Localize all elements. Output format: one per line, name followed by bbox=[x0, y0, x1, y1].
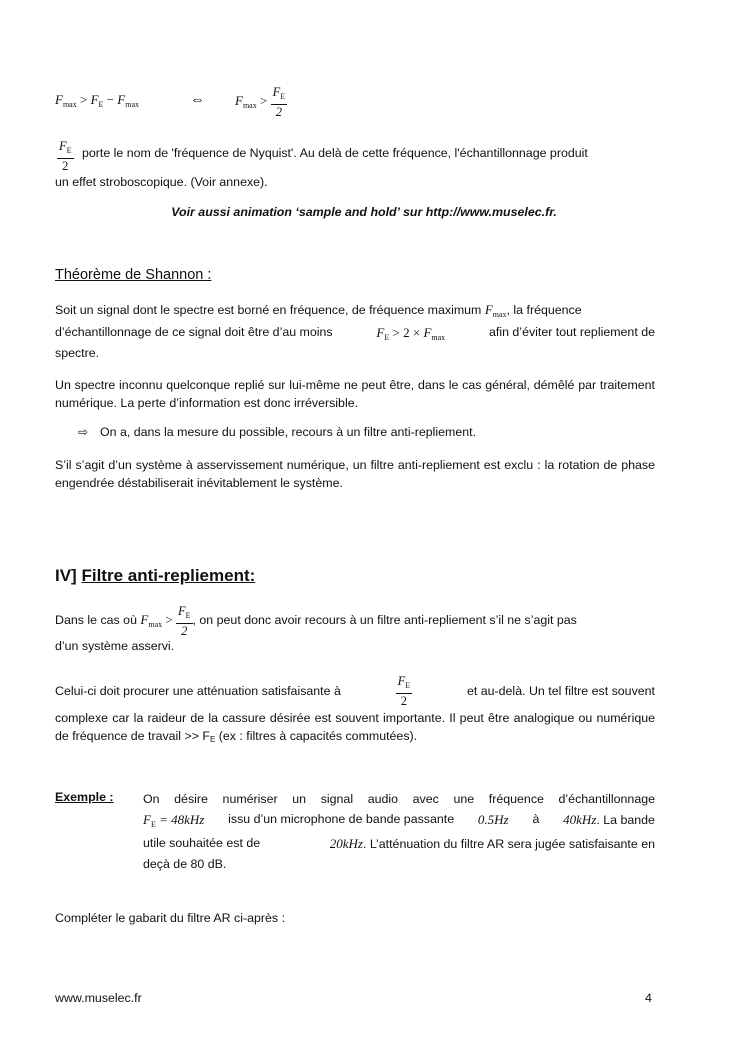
equation-fmax-condition: $F_{max} > F_E - F_{max}$ bbox=[55, 92, 139, 109]
example-label: Exemple : bbox=[55, 790, 114, 804]
see-also-link-text: Voir aussi animation ‘sample and hold’ sur http://www.muselec.fr. bbox=[171, 205, 557, 219]
complete-instruction: Compléter le gabarit du filtre AR ci-après : bbox=[55, 911, 286, 925]
nyquist-text-2: un effet stroboscopique. (Voir annexe). bbox=[55, 175, 268, 189]
example-body: On désire numériser un signal audio avec une fréquence d’échantillonnage $F_E = 48kHz$ issu d’un microphone de bande passante 0.5Hz à 40kHz. La bande utile souhaitée est de 20kHz. L’atténuation du filtre AR sera jugée satisfaisante en deçà de 80 dB. bbox=[143, 792, 655, 871]
shannon-bullet: ⇨ On a, dans la mesure du possible, recours à un filtre anti-repliement. bbox=[78, 425, 477, 439]
section-4-heading: IV] Filtre anti-repliement: bbox=[55, 566, 256, 585]
equation-fmax-half: $F_{max}$ > $\frac{F_E}{2}$ bbox=[235, 85, 286, 119]
section-4-p2-rest: complexe car la raideur de la cassure désirée est souvent importante. Il peut être analogique ou numérique de fréquence de travail >> FE (ex : filtres à capacités commutées). bbox=[55, 711, 655, 744]
footer-page-number: 4 bbox=[645, 991, 652, 1005]
section-4-p1-line1: Dans le cas où $F_{max}$ > $\frac{F_E}{2}$ , on peut donc avoir recours à un filtre anti-repliement s’il ne s’agit pas bbox=[55, 604, 577, 638]
nyquist-text: porte le nom de 'fréquence de Nyquist'. Au delà de cette fréquence, l'échantillonnage produit bbox=[82, 146, 588, 160]
shannon-p1-line2: d’échantillonnage de ce signal doit être d’au moins $F_E > 2 \times F_{max}$ afin d’éviter tout repliement de bbox=[55, 325, 655, 342]
section-4-p1-line2: d’un système asservi. bbox=[55, 639, 175, 653]
footer-site: www.muselec.fr bbox=[55, 991, 142, 1005]
shannon-p1-line1: Soit un signal dont le spectre est borné en fréquence, de fréquence maximum $F_{max}$, la fréquence bbox=[55, 302, 582, 319]
shannon-heading: Théorème de Shannon : bbox=[55, 267, 212, 283]
shannon-p1-line3: spectre. bbox=[55, 346, 100, 360]
arrow-right-icon: ⇨ bbox=[78, 425, 89, 439]
section-4-p2-line1: Celui-ci doit procurer une atténuation satisfaisante à $\frac{F_E}{2}$ et au-delà. Un tel filtre est souvent bbox=[55, 674, 655, 708]
nyquist-fraction: $\frac{F_E}{2}$ bbox=[59, 139, 72, 173]
equivalence-symbol: ⇔ bbox=[190, 91, 205, 108]
shannon-p3: S’il s’agit d’un système à asservissement numérique, un filtre anti-repliement est exclu : la rotation de phase engendrée déstabiliserait inévitablement le système. bbox=[55, 458, 655, 490]
shannon-p2: Un spectre inconnu quelconque replié sur lui-même ne peut être, dans le cas général, démêlé par traitement numérique. La perte d’information est donc irréversible. bbox=[55, 378, 655, 410]
